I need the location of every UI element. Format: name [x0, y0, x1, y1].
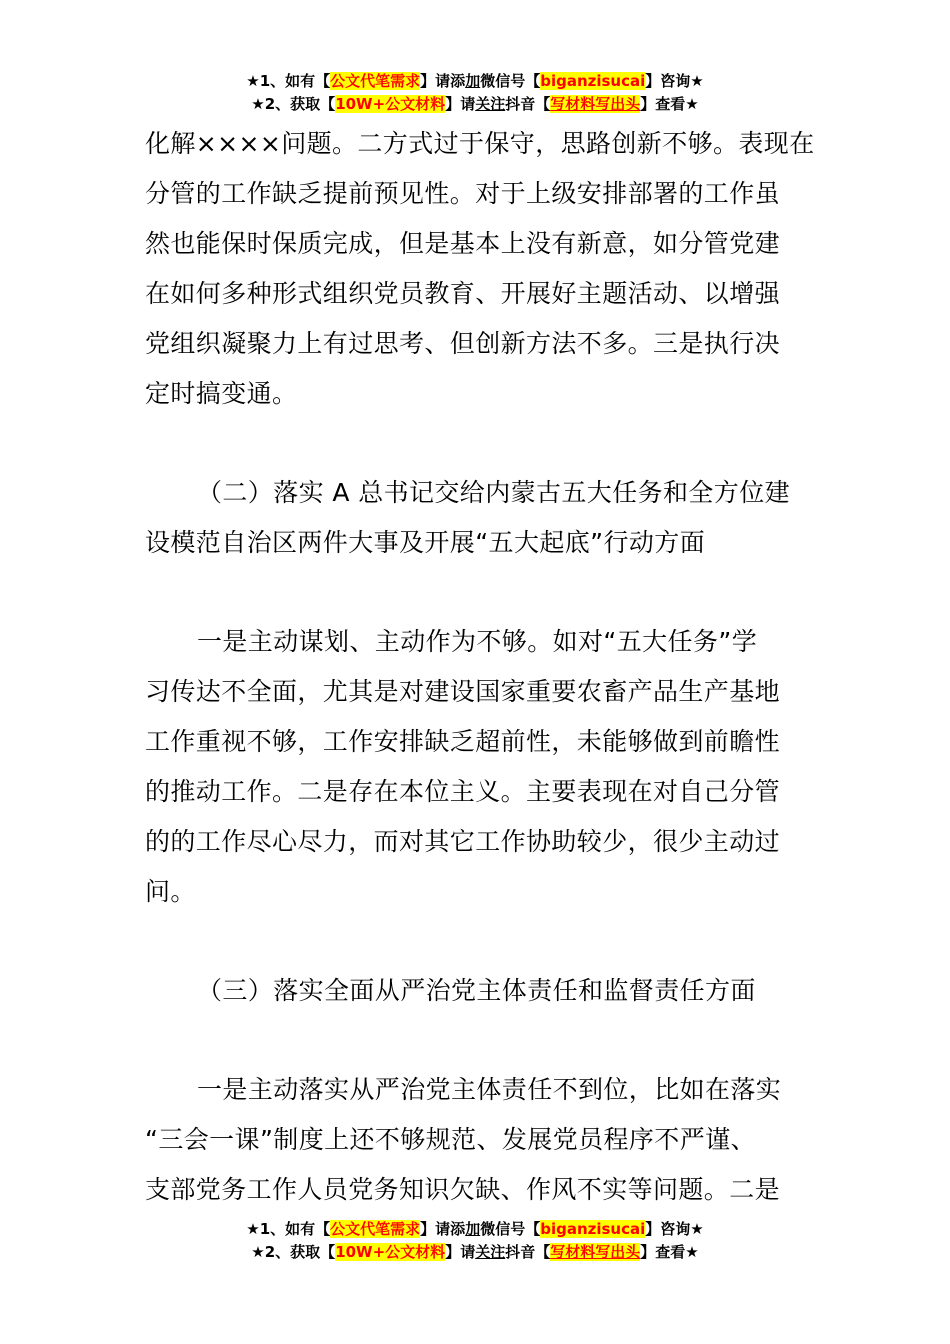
paragraph-1: 化解××××问题。二方式过于保守，思路创新不够。表现在 分管的工作缺乏提前预见性。对于上级安排部署的工作虽 然也能保时保质完成，但是基本上没有新意，如分管党建 在如何多种形式组织党员教育、开展好主题活动、以增强 党组织凝聚力上有过思考、但创新方法不多。三是执行决 定时搞变通。 [145, 129, 815, 408]
materials-highlight: 10W+公文材料 [335, 95, 446, 113]
banner-line-2: ★2、获取【10W+公文材料】请关注抖音【写材料写出头】查看★ [251, 95, 699, 113]
douyin-highlight: 写材料写出头 [550, 1243, 641, 1261]
douyin-highlight: 写材料写出头 [550, 95, 641, 113]
section-heading-3: （三）落实全面从严治党主体责任和监督责任方面 [197, 976, 756, 1005]
banner-line-1: ★1、如有【公文代笔需求】请添加微信号【biganzisucai】咨询★ [246, 72, 704, 90]
footer-banner [0, 1218, 950, 1264]
wechat-id-highlight: biganzisucai [540, 1220, 646, 1238]
section-heading-2: （二）落实 A 总书记交给内蒙古五大任务和全方位建 设模范自治区两件大事及开展“五大起底”行动方面 [145, 478, 790, 557]
materials-highlight: 10W+公文材料 [335, 1243, 446, 1261]
footer-banner-line-2: ★2、获取【10W+公文材料】请关注抖音【写材料写出头】查看★ [251, 1243, 699, 1261]
paragraph-2: 一是主动谋划、主动作为不够。如对“五大任务”学 习传达不全面，尤其是对建设国家重要农畜产品生产基地 工作重视不够，工作安排缺乏超前性，未能够做到前瞻性 的推动工作。二是存在本位主义。主要表现在对自己分管 的的工作尽心尽力，而对其它工作协助较少，很少主动过 问。 [145, 627, 781, 906]
header-banner [0, 70, 950, 116]
footer-banner-line-1: ★1、如有【公文代笔需求】请添加微信号【biganzisucai】咨询★ [246, 1220, 704, 1238]
service-highlight: 公文代笔需求 [330, 72, 421, 90]
wechat-id-highlight: biganzisucai [540, 72, 646, 90]
paragraph-3: 一是主动落实从严治党主体责任不到位，比如在落实 “三会一课”制度上还不够规范、发展党员程序不严谨、 支部党务工作人员党务知识欠缺、作风不实等问题。二是 [145, 1075, 782, 1204]
service-highlight: 公文代笔需求 [330, 1220, 421, 1238]
